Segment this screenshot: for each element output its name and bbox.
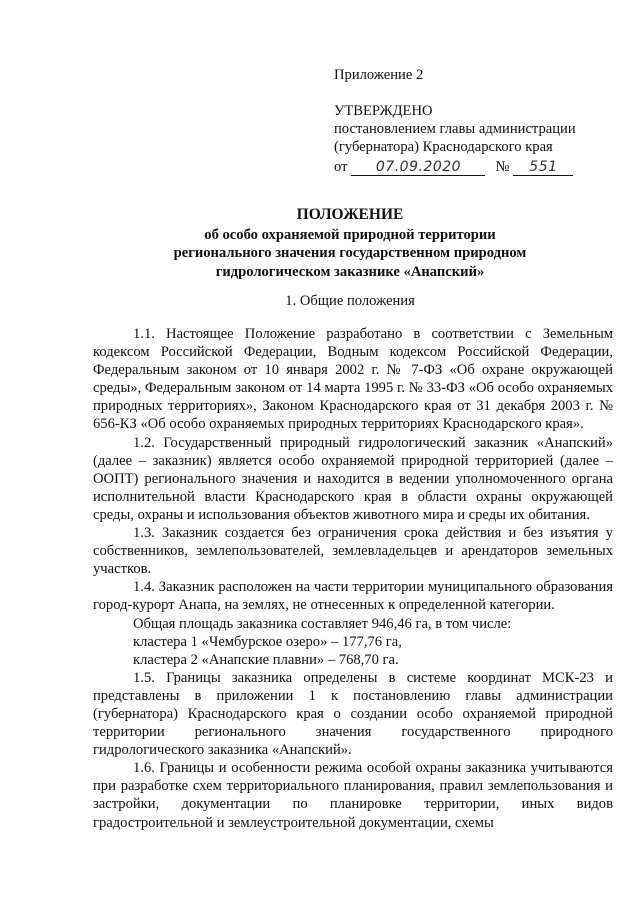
handwritten-number: 551 bbox=[529, 159, 558, 175]
title-line-3: гидрологическом заказнике «Анапский» bbox=[215, 263, 485, 280]
area-cluster-2: кластера 2 «Анапские плавни» – 768,70 га. bbox=[133, 651, 399, 668]
title-line-2: регионального значения государственном природном bbox=[173, 245, 527, 261]
paragraph-1-3: 1.3. Заказник создается без ограничения срока действия и без изъятия у собственников, землепользователей, землевладельцев и арендаторов земельных участков. bbox=[93, 525, 613, 578]
section-heading: 1. Общие положения bbox=[285, 293, 415, 309]
approved-stamp-label: УТВЕРЖДЕНО bbox=[334, 103, 433, 119]
paragraph-1-2: 1.2. Государственный природный гидрологический заказник «Анапский» (далее – заказник) является особо охраняемой природной территорией (далее – ООПТ) регионального значения и находится в ведении уполномоченного органа исполнительной власти Краснодарского края в области охраны окружающей среды, охраны и использования объектов животного мира и среды их обитания. bbox=[93, 434, 613, 523]
date-field bbox=[351, 158, 485, 176]
appendix-label: Приложение 2 bbox=[334, 67, 424, 83]
approval-block bbox=[334, 66, 576, 178]
paragraph-1-4: 1.4. Заказник расположен на части территории муниципального образования город-курорт Анапа, на землях, не отнесенных к определенной категории. bbox=[93, 579, 613, 614]
title-main: ПОЛОЖЕНИЕ bbox=[296, 206, 404, 223]
area-cluster-1: кластера 1 «Чембурское озеро» – 177,76 га, bbox=[133, 633, 402, 650]
title-line-1: об особо охраняемой природной территории bbox=[204, 226, 496, 243]
paragraph-1-6: 1.6. Границы и особенности режима особой охраны заказника учитываются при разработке схем территориального планирования, правил землепользования и застройки, документации по планировке территории, иных видов градостроительной и землеустроительной документации, схемы bbox=[93, 760, 613, 831]
paragraph-1-1: 1.1. Настоящее Положение разработано в соответствии с Земельным кодексом Российской Федерации, Водным кодексом Российской Федерации, Федеральным законом от 10 января 2002 г. № 7-ФЗ «Об охране окружающей среды», Федеральным законом от 14 марта 1995 г. № 33-ФЗ «Об особо охраняемых природных территориях», Законом Краснодарского края от 31 декабря 2003 г. № 656-КЗ «Об особо охраняемых природных территориях Краснодарского края». bbox=[93, 326, 613, 433]
approval-line-1: постановлением главы администрации bbox=[334, 121, 576, 137]
paragraph-1-5: 1.5. Границы заказника определены в системе координат МСК-23 и представлены в приложении 1 к постановлению главы администрации (губернатора) Краснодарского края о создании особо охраняемой природной территории регионального значения государственного природного гидрологического заказника «Анапский». bbox=[93, 669, 613, 759]
date-number-row bbox=[334, 158, 576, 178]
date-prefix: от bbox=[334, 159, 348, 175]
approval-line-2: (губернатора) Краснодарского края bbox=[334, 139, 553, 155]
number-field bbox=[513, 158, 573, 176]
document-title bbox=[60, 206, 640, 281]
number-sign: № bbox=[495, 159, 510, 175]
handwritten-date: 07.09.2020 bbox=[375, 159, 462, 175]
area-total: Общая площадь заказника составляет 946,46 га, в том числе: bbox=[133, 615, 512, 632]
body-text bbox=[93, 325, 613, 832]
